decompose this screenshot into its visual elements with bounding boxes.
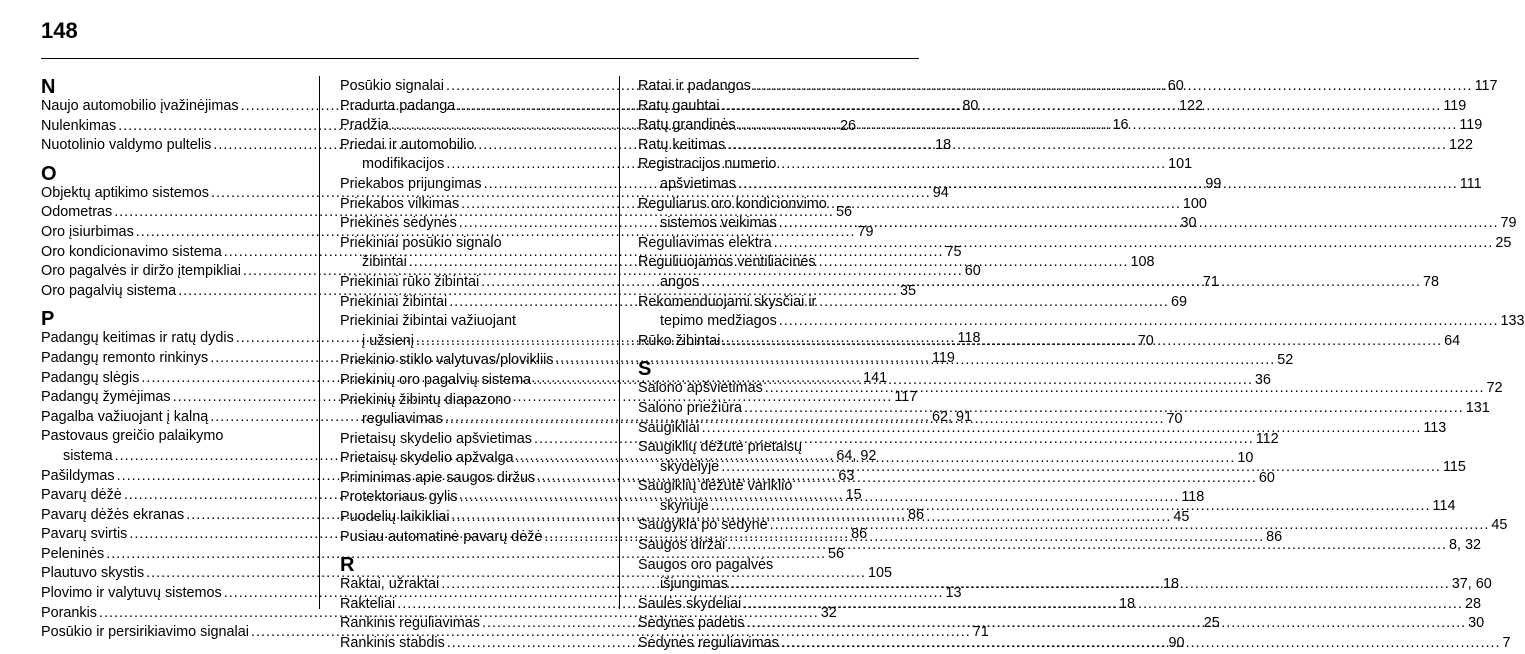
index-entry-term: Pavarų svirtis <box>41 526 128 543</box>
index-entry-term: Saugykla po sėdyne <box>638 517 768 534</box>
index-entry-term: Ratų grandinės <box>638 117 736 134</box>
index-entry-page: 94 <box>932 184 949 201</box>
dot-leader <box>727 536 1447 556</box>
index-entry-page: 113 <box>1423 419 1447 436</box>
index-entry-term: Sėdynės padėtis <box>638 615 745 632</box>
index-entry-page: 32 <box>820 604 837 621</box>
index-entry-term: Rankinis stabdis <box>340 635 445 652</box>
index-entry-term: Prietaisų skydelio apžvalga <box>340 450 514 467</box>
index-entry-page: 101 <box>1168 156 1193 173</box>
index-entry-page: 114 <box>1432 497 1456 514</box>
index-entry-term: modifikacijos <box>362 156 445 173</box>
index-entry-heading: Rekomenduojami skysčiai ir <box>638 293 817 310</box>
index-entry-page: 25 <box>1203 615 1220 632</box>
index-entry-page: 18 <box>1162 576 1179 593</box>
index-entry-term: išjungimas <box>660 576 728 593</box>
index-entry-page: 78 <box>1422 273 1439 290</box>
index-entry-term: Nulenkimas <box>41 117 117 134</box>
index-entry-heading: Registracijos numerio <box>638 156 777 173</box>
dot-leader <box>702 419 1422 439</box>
index-entry-page: 71 <box>1202 273 1219 290</box>
index-entry-page: 80 <box>962 98 979 114</box>
dot-leader <box>722 332 1442 352</box>
index-entry-term: Ratai ir padangos <box>638 78 751 94</box>
index-entry-term: skydelyje <box>660 458 720 475</box>
index-entry-term: Nuotolinio valdymo pultelis <box>41 137 212 154</box>
index-entry-term: Reguliavimas elektra <box>638 234 772 251</box>
header-rule <box>41 58 919 59</box>
index-entry-term: tepimo medžiagos <box>660 313 777 330</box>
index-entry-term: Priekabos vilkimas <box>340 195 460 212</box>
index-entry-page: 79 <box>1500 215 1517 232</box>
index-entry-page: 79 <box>857 223 874 240</box>
dot-leader <box>722 97 1442 117</box>
dot-leader <box>721 458 1441 478</box>
index-entry-term: Pavarų dėžė <box>41 487 122 504</box>
index-entry-page: 37, 60 <box>1451 576 1492 593</box>
index-entry-term: žibintai <box>362 254 407 271</box>
index-letter-heading: O <box>41 162 57 185</box>
index-entry-term: Pavarų dėžės ekranas <box>41 506 185 523</box>
index-entry-page: 52 <box>1277 352 1294 369</box>
index-entry-term: apšvietimas <box>660 175 736 192</box>
index-entry-term: Pašildymas <box>41 467 115 484</box>
index-entry-term: Plautuvo skystis <box>41 565 145 582</box>
index-entry-term: Plovimo ir valytuvų sistemos <box>41 585 222 602</box>
index-entry-term: Salono apšvietimas <box>638 380 763 397</box>
index-letter-heading: S <box>638 358 652 381</box>
index-entry-heading: Priedai ir automobilio <box>340 136 475 153</box>
index-entry-term: Sėdynės reguliavimas <box>638 635 779 652</box>
index-entry-page: 64 <box>1444 332 1461 349</box>
dot-leader <box>770 516 1490 536</box>
index-entry-page: 45 <box>1491 517 1508 534</box>
index-entry-page: 115 <box>1442 458 1466 475</box>
index-entry-term: angos <box>660 273 700 290</box>
index-entry-term: sistema <box>63 447 113 464</box>
index-entry-page: 86 <box>851 526 868 543</box>
dot-leader <box>730 575 1450 595</box>
index-entry-page: 111 <box>1459 175 1482 192</box>
index-letter-heading: R <box>340 554 355 577</box>
index-entry-term: reguliavimas <box>362 411 443 428</box>
index-entry-page: 118 <box>1181 489 1205 506</box>
dot-leader <box>774 234 1494 254</box>
index-entry-page: 16 <box>1112 117 1129 134</box>
index-entry-page: 60 <box>964 263 981 280</box>
dot-leader <box>738 175 1458 195</box>
index-entry-term: Rūko žibintai <box>638 332 721 349</box>
index-entry-term: Padangų remonto rinkinys <box>41 349 209 366</box>
index-entry-page: 117 <box>894 389 918 406</box>
index-entry-term: Protektoriaus gylis <box>340 489 458 506</box>
index-entry-page: 18 <box>935 137 952 154</box>
index-entry-page: 105 <box>867 565 892 582</box>
index-entry-page: 30 <box>1468 615 1485 632</box>
index-entry-heading: Priekinių žibintų diapazono <box>340 391 512 408</box>
index-entry-page: 10 <box>1237 450 1254 467</box>
index-letter-heading: P <box>41 308 55 331</box>
index-entry-page: 64, 92 <box>836 447 877 464</box>
index-entry-term: Posūkio signalai <box>340 78 444 94</box>
index-entry-page: 30 <box>1180 215 1197 232</box>
index-entry-term: Priekiniai žibintai <box>340 293 448 310</box>
index-entry-term: Oro pagalvės ir diržo įtempikliai <box>41 263 241 280</box>
index-entry-term: Puodelių laikikliai <box>340 509 450 526</box>
index-entry-term: Salono priežiūra <box>638 399 742 416</box>
index-entry-page: 122 <box>1178 97 1203 114</box>
index-entry-page: 26 <box>839 117 856 134</box>
index-entry-term: Oro įsiurbimas <box>41 223 134 240</box>
index-entry-term: Saulės skydeliai <box>638 595 742 612</box>
index-entry-term: Padangų žymėjimas <box>41 389 171 406</box>
dot-leader <box>779 214 1499 234</box>
dot-leader <box>744 399 1464 419</box>
index-entry-heading: Saugiklių dėžutė variklio <box>638 478 793 495</box>
column-divider <box>319 76 320 609</box>
index-entry-page: 60 <box>1258 469 1275 486</box>
dot-leader <box>738 116 1458 136</box>
index-entry-term: Pradurta padanga <box>340 97 456 114</box>
column-divider <box>619 76 620 609</box>
dot-leader <box>711 497 1431 517</box>
index-entry-term: Prietaisų skydelio apšvietimas <box>340 430 532 447</box>
index-letter-heading: N <box>41 76 56 98</box>
index-entry-page: 7 <box>1502 635 1511 652</box>
index-entry-term: Saugikliai <box>638 419 700 436</box>
index-entry-page: 15 <box>845 487 862 504</box>
page-number: 148 <box>41 18 78 43</box>
index-entry-term: Pagalba važiuojant į kalną <box>41 408 209 425</box>
index-entry-page: 36 <box>1254 371 1271 388</box>
index-entry-term: Oro kondicionavimo sistema <box>41 243 222 260</box>
index-entry-page: 18 <box>1118 595 1135 612</box>
index-entry-term: Saugos diržai <box>638 537 726 554</box>
index-entry-page: 60 <box>1167 78 1184 94</box>
index-entry-term: Raktai, užraktai <box>340 576 440 593</box>
index-entry-page: 56 <box>827 545 844 562</box>
index-entry-term: į užsienį <box>362 332 414 349</box>
dot-leader <box>781 634 1501 654</box>
index-entry-page: 35 <box>899 282 916 299</box>
index-entry-page: 70 <box>1166 411 1183 428</box>
index-entry-page: 25 <box>1495 234 1512 251</box>
index-entry-heading: Reguliuojamos ventiliacinės <box>638 254 816 271</box>
index-entry <box>638 312 1525 332</box>
index-entry-page: 117 <box>1474 78 1498 94</box>
index-entry-heading: Saugiklių dėžutė prietaisų <box>638 439 802 456</box>
index-entry-page: 63 <box>838 467 855 484</box>
index-entry-term: Ratų gaubtai <box>638 97 720 114</box>
index-entry-term: Priekinio stiklo valytuvas/plovikliis <box>340 352 554 369</box>
index-entry-page: 119 <box>931 349 955 366</box>
dot-leader <box>743 595 1463 615</box>
index-entry-page: 119 <box>1443 97 1467 114</box>
index-entry-term: Odometras <box>41 204 113 221</box>
index-entry-term: Ratų keitimas <box>638 136 726 153</box>
index-entry-term: skyriuje <box>660 497 709 514</box>
index-entry <box>638 516 1508 536</box>
index-entry-term: sistemos veikimas <box>660 215 777 232</box>
index-entry-term: Pusiau automatinė pavarų dėžė <box>340 528 543 545</box>
index-entry-page: 62, 91 <box>931 408 972 425</box>
index-entry-page: 118 <box>957 330 981 347</box>
index-entry-page: 86 <box>1266 528 1283 545</box>
index-entry-page: 70 <box>1137 332 1154 349</box>
index-entry-term: Porankis <box>41 604 97 621</box>
index-entry-term: Naujo automobilio įvažinėjimas <box>41 98 239 114</box>
index-entry-term: Pradžia <box>340 117 389 134</box>
dot-leader <box>727 136 1447 156</box>
index-entry-term: Priminimas apie saugos diržus <box>340 469 536 486</box>
dot-leader <box>765 379 1485 399</box>
index-entry-term: Padangų slėgis <box>41 369 140 386</box>
index-entry-heading: Pastovaus greičio palaikymo <box>41 428 224 445</box>
index-entry-page: 133 <box>1500 313 1525 330</box>
index-entry-term: Rankinis reguliavimas <box>340 615 480 632</box>
index-entry-term: Posūkio ir persirikiavimo signalai <box>41 624 249 641</box>
index-entry-page: 141 <box>863 369 888 386</box>
index-entry-heading: Priekiniai posūkio signalo <box>340 234 502 251</box>
index-entry-page: 72 <box>1486 380 1503 397</box>
index-entry-page: 28 <box>1464 595 1481 612</box>
index-entry-page: 131 <box>1465 399 1490 416</box>
dot-leader <box>746 614 1466 634</box>
index-entry-heading: Priekiniai žibintai važiuojant <box>340 313 516 330</box>
index-entry-page: 75 <box>945 243 962 260</box>
index-entry-term: Priekabos prijungimas <box>340 175 482 192</box>
index-entry-page: 99 <box>1205 175 1222 192</box>
index-entry-page: 71 <box>972 624 989 641</box>
index-entry-page: 86 <box>907 506 924 523</box>
index-entry-page: 108 <box>1130 254 1155 271</box>
index-entry-page: 112 <box>1255 430 1279 447</box>
index-entry-page: 45 <box>1173 509 1190 526</box>
dot-leader <box>753 77 1473 97</box>
index-entry-term: Padangų keitimas ir ratų dydis <box>41 330 234 347</box>
index-entry-term: Objektų aptikimo sistemos <box>41 184 209 201</box>
dot-leader <box>779 312 1499 332</box>
index-entry-term: Peleninės <box>41 545 105 562</box>
index-entry-page: 119 <box>1459 117 1483 134</box>
index-entry-page: 100 <box>1182 195 1207 212</box>
index-entry-heading: Saugos oro pagalvės <box>638 556 774 573</box>
index-entry-term: Priekinės sėdynės <box>340 215 457 232</box>
index-entry-page: 122 <box>1448 136 1473 153</box>
index-entry-page: 56 <box>835 204 852 221</box>
index-entry-page: 13 <box>945 585 962 602</box>
index-entry-term: Oro pagalvių sistema <box>41 282 177 299</box>
index-entry-term: Priekinių oro pagalvių sistema <box>340 371 532 388</box>
index-entry-term: Priekiniai rūko žibintai <box>340 273 480 290</box>
dot-leader <box>701 273 1421 293</box>
index-entry-page: 8, 32 <box>1448 537 1481 554</box>
index-entry-page: 90 <box>1168 635 1185 652</box>
index-entry-term: Rakteliai <box>340 595 396 612</box>
index-entry-heading: Reguliarus oro kondicionvimo <box>638 195 827 212</box>
index-entry-page: 69 <box>1170 293 1187 310</box>
